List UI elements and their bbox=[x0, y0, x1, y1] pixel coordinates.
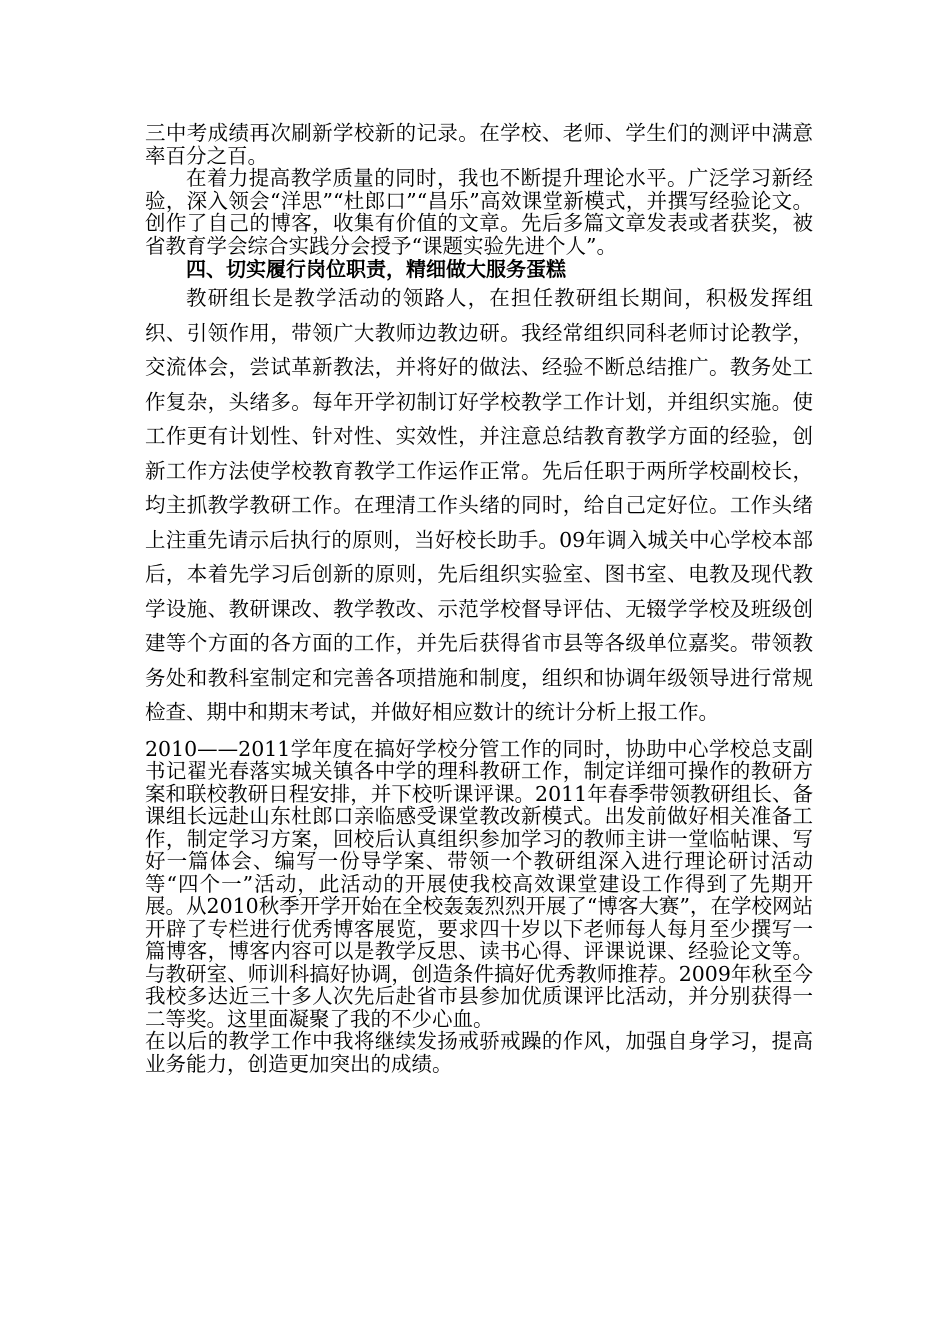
section-heading: 四、切实履行岗位职责，精细做大服务蛋糕 bbox=[186, 257, 566, 281]
paragraph-conclusion: 在以后的教学工作中我将继续发扬戒骄戒躁的作风，加强自身学习，提高业务能力，创造更加突出的成绩。 bbox=[145, 1029, 813, 1076]
document-body bbox=[145, 122, 813, 1075]
paragraph-2010-2011: 2010——2011学年度在搞好学校分管工作的同时，协助中心学校总支副书记翟光春落实城关镇各中学的理科教研工作，制定详细可操作的教研方案和联校教研日程安排，并下校听课评课。2011年春季带领教研组长、备课组长远赴山东杜郎口亲临感受课堂教改新模式。出发前做好相关准备工作，制定学习方案，回校后认真组织参加学习的教师主讲一堂临帖课、写好一篇体会、编写一份导学案、带领一个教研组深入进行理论研讨活动等“四个一”活动，此活动的开展使我校高效课堂建设工作得到了先期开展。从2010秋季开学开始在全校轰轰烈烈开展了“博客大赛”，在学校网站开辟了专栏进行优秀博客展览，要求四十岁以下老师每人每月至少撰写一篇博客，博客内容可以是教学反思、读书心得、评课说课、经验论文等。与教研室、师训科搞好协调，创造条件搞好优秀教师推荐。2009年秋至今我校多达近三十多人次先后赴省市县参加优质课评比活动，并分别获得一二等奖。这里面凝聚了我的不少心血。 bbox=[145, 736, 813, 1031]
paragraph-theory-study: 在着力提高教学质量的同时，我也不断提升理论水平。广泛学习新经验，深入领会“洋思”“杜郎口”“昌乐”高效课堂新模式，并撰写经验论文。创作了自己的博客，收集有价值的文章。先后多篇文章发表或者获奖，被省教育学会综合实践分会授予“课题实验先进个人”。 bbox=[145, 166, 813, 258]
paragraph-exam-results: 三中考成绩再次刷新学校新的记录。在学校、老师、学生们的测评中满意率百分之百。 bbox=[145, 121, 813, 168]
paragraph-teaching-research: 教研组长是教学活动的领路人，在担任教研组长期间，积极发挥组织、引领作用，带领广大教师边教边研。我经常组织同科老师讨论教学，交流体会，尝试革新教法，并将好的做法、经验不断总结推广。教务处工作复杂，头绪多。每年开学初制订好学校教学工作计划，并组织实施。使工作更有计划性、针对性、实效性，并注意总结教育教学方面的经验，创新工作方法使学校教育教学工作运作正常。先后任职于两所学校副校长，均主抓教学教研工作。在理清工作头绪的同时，给自己定好位。工作头绪上注重先请示后执行的原则，当好校长助手。09年调入城关中心学校本部后，本着先学习后创新的原则，先后组织实验室、图书室、电教及现代教学设施、教研课改、教学教改、示范学校督导评估、无辍学学校及班级创建等个方面的各方面的工作，并先后获得省市县等各级单位嘉奖。带领教务处和教科室制定和完善各项措施和制度，组织和协调年级领导进行常规检查、期中和期末考试，并做好相应数计的统计分析上报工作。 bbox=[145, 286, 813, 724]
